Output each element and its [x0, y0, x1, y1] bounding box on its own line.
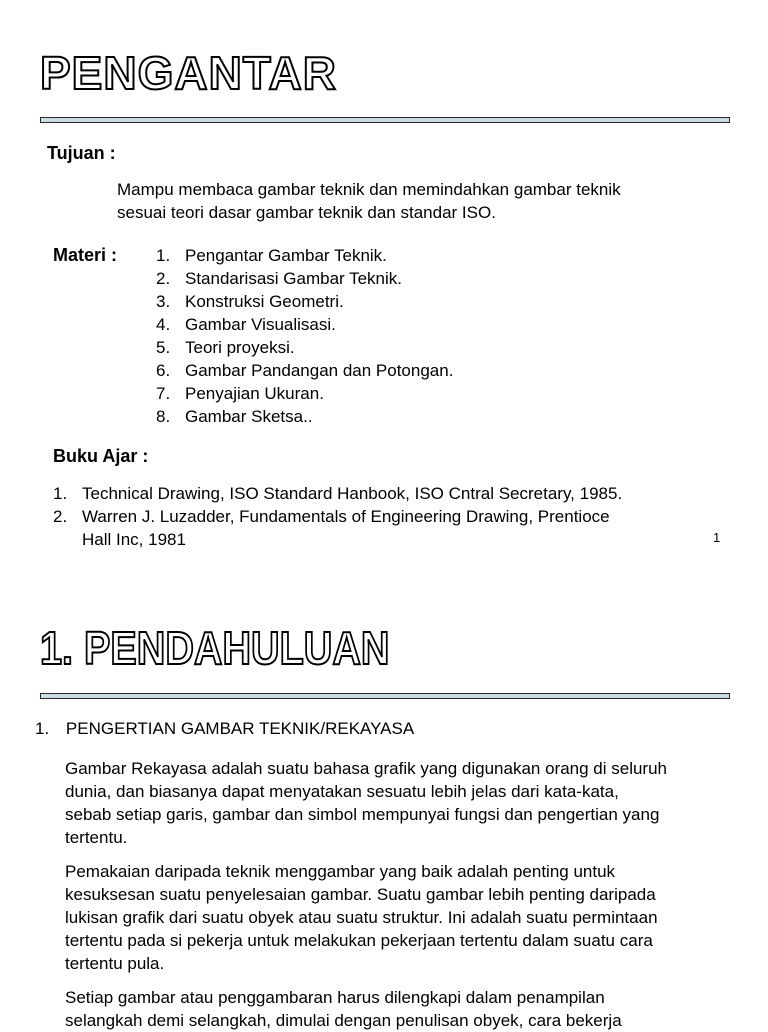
- paragraph: Gambar Rekayasa adalah suatu bahasa grafik yang digunakan orang di seluruh dunia, dan biasanya dapat menyatakan sesuatu lebih jelas dari kata-kata, sebab setiap garis, gambar dan simbol mempunyai fungsi dan pengertian yang tertentu.: [65, 759, 668, 847]
- materi-label: Materi :: [53, 245, 118, 265]
- page-number: 1: [713, 530, 721, 545]
- slide2-title: 1. PENDAHULUAN: [40, 622, 390, 674]
- buku-ajar-label: Buku Ajar :: [53, 446, 149, 466]
- list-item: 1. Pengantar Gambar Teknik.: [156, 246, 387, 265]
- slide1-title-rule: [40, 117, 730, 123]
- paragraph: Pemakaian daripada teknik menggambar yang baik adalah penting untuk kesuksesan suatu penyelesaian gambar. Suatu gambar lebih penting daripada lukisan grafik dari suatu obyek atau suatu struktur. Ini adalah suatu permintaan tertentu pada si pekerja untuk melakukan pekerjaan tertentu dalam suatu cara tertentu pula.: [65, 862, 658, 973]
- slide2-title-rule: [40, 693, 730, 699]
- tujuan-line: Mampu membaca gambar teknik dan memindahkan gambar teknik: [117, 180, 621, 199]
- paragraph: Setiap gambar atau penggambaran harus dilengkapi dalam penampilan selangkah demi selangkah, dimulai dengan penulisan obyek, cara bekerja: [65, 988, 622, 1030]
- tujuan-text: [117, 178, 621, 224]
- list-item: 8. Gambar Sketsa..: [156, 407, 313, 426]
- section-heading-text: PENGERTIAN GAMBAR TEKNIK/REKAYASA: [65, 719, 415, 738]
- list-item: 1. Technical Drawing, ISO Standard Hanbook, ISO Cntral Secretary, 1985.: [53, 484, 623, 503]
- list-item: 6. Gambar Pandangan dan Potongan.: [156, 361, 454, 380]
- list-item: 2. Standarisasi Gambar Teknik.: [156, 269, 403, 288]
- list-item: 5. Teori proyeksi.: [156, 338, 295, 357]
- list-item: 4. Gambar Visualisasi.: [156, 315, 336, 334]
- slide1-title: PENGANTAR: [40, 47, 337, 99]
- buku-ajar-list: [53, 482, 733, 551]
- list-item: 2. Warren J. Luzadder, Fundamentals of Engineering Drawing, Prentioce Hall Inc, 1981: [53, 507, 610, 549]
- list-item: 7. Penyajian Ukuran.: [156, 384, 324, 403]
- list-item: 3. Konstruksi Geometri.: [156, 292, 344, 311]
- tujuan-line: sesuai teori dasar gambar teknik dan standar ISO.: [117, 203, 496, 222]
- tujuan-label: Tujuan :: [47, 143, 116, 163]
- section-number: 1.: [35, 719, 50, 738]
- materi-list: [156, 244, 656, 428]
- section-heading: [35, 717, 414, 740]
